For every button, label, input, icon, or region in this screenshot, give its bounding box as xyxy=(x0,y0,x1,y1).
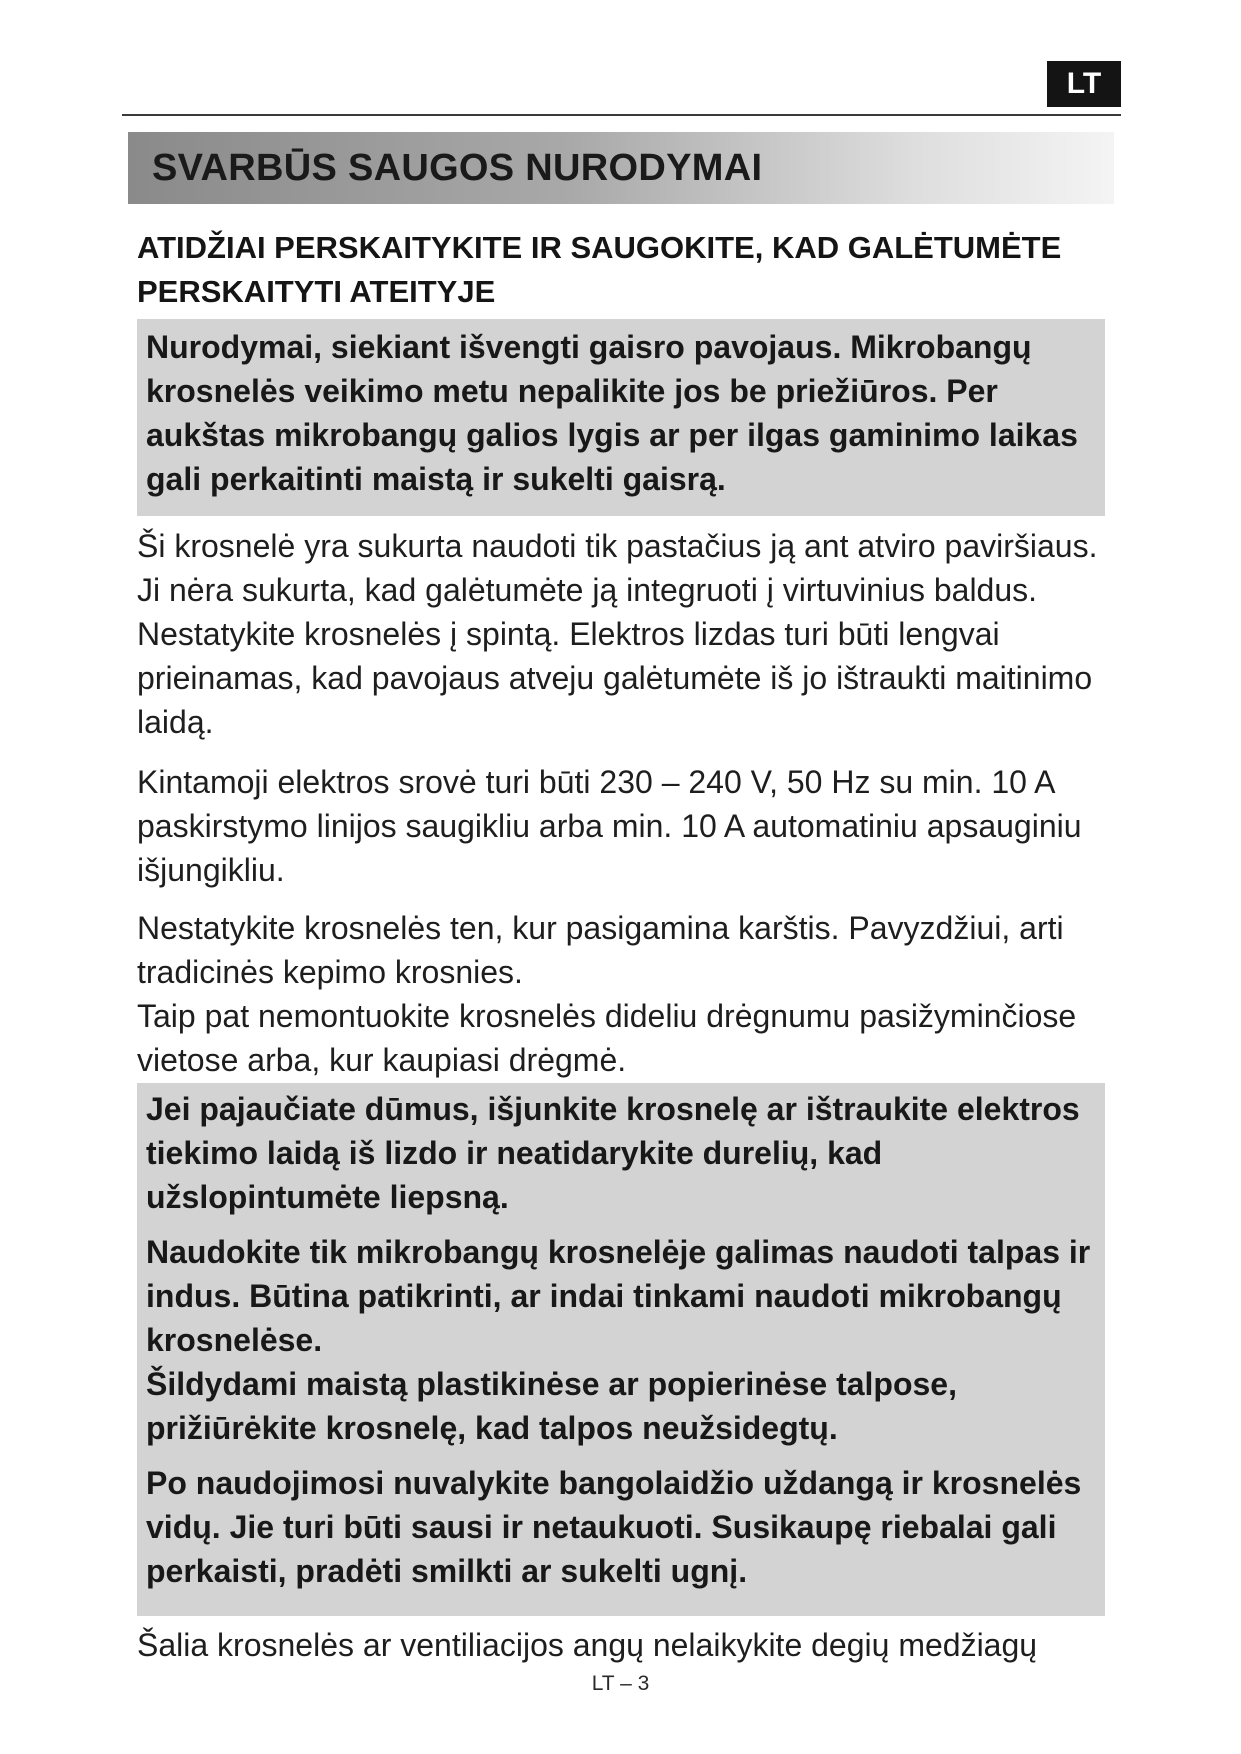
cleaning-warning-text: Po naudojimosi nuvalykite bangolaidžio uždangą ir krosnelės vidų. Jie turi būti sausi ir netaukuoti. Susikaupę riebalai gali perkaisti, pradėti smilkti ar sukelti ugnį. xyxy=(146,1465,1082,1589)
plastic-paper-warning-text: Šildydami maistą plastikinėse ar popierinėse talpose, prižiūrėkite krosnelę, kad talpos neužsidegtų. xyxy=(146,1366,957,1446)
subheading: ATIDŽIAI PERSKAITYKITE IR SAUGOKITE, KAD GALĖTUMĖTE PERSKAITYTI ATEITYJE xyxy=(137,230,1062,309)
section-title xyxy=(128,132,1114,204)
flammable-materials-paragraph xyxy=(137,1623,1117,1667)
fire-hazard-warning-box xyxy=(137,319,1105,516)
containers-warning-text: Naudokite tik mikrobangų krosnelėje galimas naudoti talpas ir indus. Būtina patikrinti, ar indai tinkami naudoti mikrobangų krosnelėse. xyxy=(146,1234,1091,1358)
installation-paragraph xyxy=(137,524,1117,744)
power-supply-paragraph xyxy=(137,760,1117,892)
language-badge: LT xyxy=(1047,61,1121,107)
placement-heat-text: Nestatykite krosnelės ten, kur pasigamina karštis. Pavyzdžiui, arti tradicinės kepimo krosnies. xyxy=(137,910,1064,990)
header-divider xyxy=(122,114,1121,116)
power-supply-text: Kintamoji elektros srovė turi būti 230 – 240 V, 50 Hz su min. 10 A paskirstymo linijos saugikliu arba min. 10 A automatiniu apsauginiu išjungikliu. xyxy=(137,764,1082,888)
placement-paragraph xyxy=(137,906,1117,1082)
page-number: LT – 3 xyxy=(591,1672,650,1695)
placement-humidity-text: Taip pat nemontuokite krosnelės dideliu drėgnumu pasižyminčiose vietose arba, kur kaupiasi drėgmė. xyxy=(137,998,1077,1078)
smoke-warning-text: Jei pajaučiate dūmus, išjunkite krosnelę ar ištraukite elektros tiekimo laidą iš lizdo ir neatidarykite durelių, kad užslopintumėte liepsną. xyxy=(146,1091,1080,1215)
flammable-materials-text: Šalia krosnelės ar ventiliacijos angų nelaikykite degių medžiagų xyxy=(137,1627,1038,1663)
safety-warning-box xyxy=(137,1083,1105,1616)
section-title-text: SVARBŪS SAUGOS NURODYMAI xyxy=(152,146,763,189)
fire-hazard-warning-text: Nurodymai, siekiant išvengti gaisro pavojaus. Mikrobangų krosnelės veikimo metu nepalikite jos be priežiūros. Per aukštas mikrobangų galios lygis ar per ilgas gaminimo laikas gali perkaitinti maistą ir sukelti gaisrą. xyxy=(146,329,1078,497)
installation-text: Ši krosnelė yra sukurta naudoti tik pastačius ją ant atviro paviršiaus. Ji nėra sukurta, kad galėtumėte ją integruoti į virtuvinius baldus. Nestatykite krosnelės į spintą. Elektros lizdas turi būti lengvai prieinamas, kad pavojaus atveju galėtumėte iš jo ištraukti maitinimo laidą. xyxy=(137,528,1098,740)
